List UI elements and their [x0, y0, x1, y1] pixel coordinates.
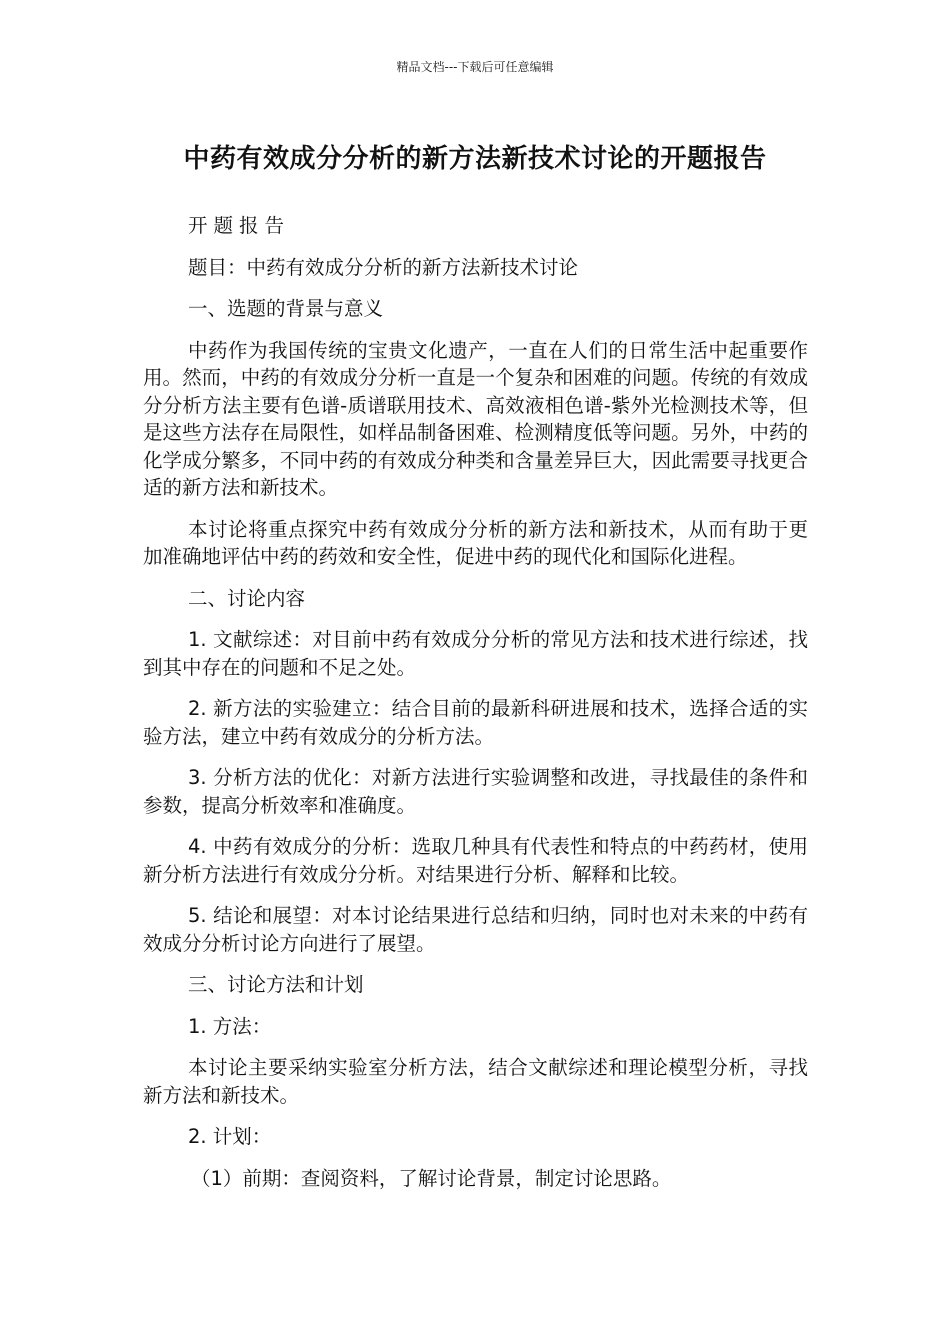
method-label: 1. 方法： [188, 1014, 272, 1038]
content-item-4: 4. 中药有效成分的分析：选取几种具有代表性和特点的中药药材，使用新分析方法进行有效成分分析。对结果进行分析、解释和比较。 [143, 835, 808, 886]
paragraph-background-2: 本讨论将重点探究中药有效成分分析的新方法和新技术，从而有助于更加准确地评估中药的药效和安全性，促进中药的现代化和国际化进程。 [143, 517, 808, 568]
heading-method-plan: 三、讨论方法和计划 [188, 973, 364, 996]
section-label-report: 开题报告 [188, 214, 291, 237]
content-item-5: 5. 结论和展望：对本讨论结果进行总结和归纳，同时也对未来的中药有效成分分析讨论方向进行了展望。 [143, 904, 808, 955]
heading-background: 一、选题的背景与意义 [188, 297, 384, 320]
content-item-2: 2. 新方法的实验建立：结合目前的最新科研进展和技术，选择合适的实验方法，建立中药有效成分的分析方法。 [143, 697, 808, 748]
header-note: 精品文档---下载后可任意编辑 [396, 60, 554, 74]
document-body [143, 212, 808, 1206]
document-title: 中药有效成分分析的新方法新技术讨论的开题报告 [183, 144, 767, 174]
paragraph-background-1: 中药作为我国传统的宝贵文化遗产，一直在人们的日常生活中起重要作用。然而，中药的有效成分分析一直是一个复杂和困难的问题。传统的有效成分分析方法主要有色谱-质谱联用技术、高效液相色谱-紫外光检测技术等，但是这些方法存在局限性，如样品制备困难、检测精度低等问题。另外，中药的化学成分繁多，不同中药的有效成分种类和含量差异巨大，因此需要寻找更合适的新方法和新技术。 [143, 338, 808, 499]
content-item-1: 1. 文献综述：对目前中药有效成分分析的常见方法和技术进行综述，找到其中存在的问题和不足之处。 [143, 628, 808, 679]
plan-label: 2. 计划： [188, 1125, 272, 1148]
method-description: 本讨论主要采纳实验室分析方法，结合文献综述和理论模型分析，寻找新方法和新技术。 [143, 1056, 808, 1107]
content-item-3: 3. 分析方法的优化：对新方法进行实验调整和改进，寻找最佳的条件和参数，提高分析效率和准确度。 [143, 766, 808, 817]
heading-content: 二、讨论内容 [188, 586, 306, 610]
plan-item-1: （1）前期：查阅资料，了解讨论背景，制定讨论思路。 [191, 1166, 672, 1190]
topic-line: 题目：中药有效成分分析的新方法新技术讨论 [188, 255, 579, 279]
